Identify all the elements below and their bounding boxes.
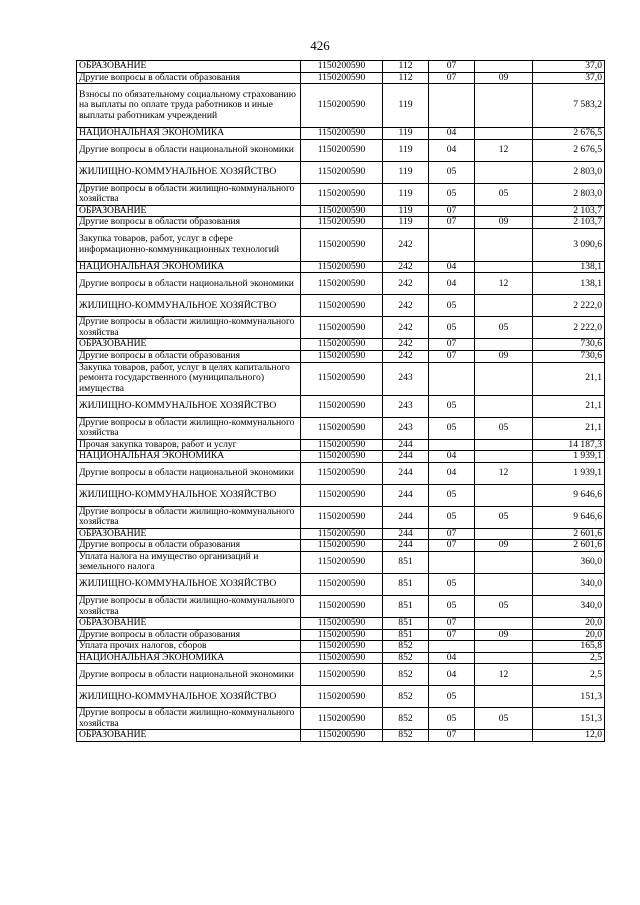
subsection-cell: [475, 362, 533, 395]
expense-type-cell: 244: [383, 451, 429, 463]
table-row: [77, 540, 605, 552]
table-row: [77, 641, 605, 653]
amount-cell: 2 803,0: [533, 161, 605, 183]
amount-cell: 2 601,6: [533, 528, 605, 540]
row-name-cell: ОБРАЗОВАНИЕ: [77, 205, 301, 217]
amount-cell: 9 646,6: [533, 484, 605, 506]
table-row: [77, 484, 605, 506]
section-cell: [429, 551, 475, 573]
section-cell: [429, 641, 475, 653]
target-article-code-cell: 1150200590: [301, 462, 383, 484]
subsection-cell: 12: [475, 664, 533, 686]
amount-cell: 2,5: [533, 664, 605, 686]
target-article-code-cell: 1150200590: [301, 295, 383, 317]
table-row: [77, 439, 605, 451]
subsection-cell: [475, 641, 533, 653]
target-article-code-cell: 1150200590: [301, 506, 383, 528]
subsection-cell: [475, 295, 533, 317]
target-article-code-cell: 1150200590: [301, 339, 383, 351]
table-row: [77, 574, 605, 596]
expense-type-cell: 242: [383, 317, 429, 339]
target-article-code-cell: 1150200590: [301, 228, 383, 261]
section-cell: 07: [429, 730, 475, 742]
table-row: [77, 205, 605, 217]
target-article-code-cell: 1150200590: [301, 629, 383, 641]
target-article-code-cell: 1150200590: [301, 261, 383, 273]
subsection-cell: [475, 395, 533, 417]
budget-table: [76, 60, 605, 742]
amount-cell: 37,0: [533, 72, 605, 84]
amount-cell: 138,1: [533, 273, 605, 295]
subsection-cell: 09: [475, 629, 533, 641]
section-cell: 07: [429, 528, 475, 540]
subsection-cell: [475, 261, 533, 273]
subsection-cell: 05: [475, 506, 533, 528]
expense-type-cell: 244: [383, 439, 429, 451]
section-cell: 04: [429, 261, 475, 273]
expense-type-cell: 852: [383, 652, 429, 664]
target-article-code-cell: 1150200590: [301, 217, 383, 229]
table-row: [77, 261, 605, 273]
expense-type-cell: 244: [383, 528, 429, 540]
section-cell: 05: [429, 295, 475, 317]
section-cell: [429, 228, 475, 261]
row-name-cell: ОБРАЗОВАНИЕ: [77, 730, 301, 742]
section-cell: 07: [429, 618, 475, 630]
target-article-code-cell: 1150200590: [301, 273, 383, 295]
target-article-code-cell: 1150200590: [301, 540, 383, 552]
subsection-cell: [475, 618, 533, 630]
target-article-code-cell: 1150200590: [301, 528, 383, 540]
amount-cell: 165,8: [533, 641, 605, 653]
subsection-cell: [475, 528, 533, 540]
section-cell: 05: [429, 596, 475, 618]
subsection-cell: [475, 451, 533, 463]
subsection-cell: [475, 205, 533, 217]
section-cell: [429, 439, 475, 451]
expense-type-cell: 852: [383, 686, 429, 708]
amount-cell: 2 103,7: [533, 217, 605, 229]
amount-cell: 3 090,6: [533, 228, 605, 261]
row-name-cell: Другие вопросы в области национальной экономики: [77, 139, 301, 161]
table-row: [77, 596, 605, 618]
amount-cell: 340,0: [533, 574, 605, 596]
row-name-cell: Другие вопросы в области национальной экономики: [77, 664, 301, 686]
amount-cell: 1 939,1: [533, 451, 605, 463]
table-row: [77, 506, 605, 528]
amount-cell: 2 676,5: [533, 128, 605, 140]
row-name-cell: НАЦИОНАЛЬНАЯ ЭКОНОМИКА: [77, 261, 301, 273]
subsection-cell: [475, 686, 533, 708]
section-cell: 07: [429, 72, 475, 84]
section-cell: 07: [429, 351, 475, 363]
amount-cell: 20,0: [533, 629, 605, 641]
expense-type-cell: 112: [383, 61, 429, 73]
expense-type-cell: 119: [383, 84, 429, 128]
section-cell: 05: [429, 708, 475, 730]
row-name-cell: Другие вопросы в области жилищно-коммунального хозяйства: [77, 596, 301, 618]
table-row: [77, 708, 605, 730]
expense-type-cell: 244: [383, 462, 429, 484]
section-cell: 04: [429, 462, 475, 484]
target-article-code-cell: 1150200590: [301, 417, 383, 439]
target-article-code-cell: 1150200590: [301, 708, 383, 730]
section-cell: 04: [429, 273, 475, 295]
table-row: [77, 395, 605, 417]
expense-type-cell: 119: [383, 161, 429, 183]
amount-cell: 12,0: [533, 730, 605, 742]
table-row: [77, 362, 605, 395]
section-cell: 07: [429, 61, 475, 73]
table-row: [77, 183, 605, 205]
table-row: [77, 652, 605, 664]
amount-cell: 730,6: [533, 351, 605, 363]
subsection-cell: [475, 439, 533, 451]
table-row: [77, 686, 605, 708]
amount-cell: 21,1: [533, 417, 605, 439]
section-cell: 04: [429, 664, 475, 686]
expense-type-cell: 243: [383, 362, 429, 395]
section-cell: [429, 362, 475, 395]
subsection-cell: 09: [475, 72, 533, 84]
target-article-code-cell: 1150200590: [301, 664, 383, 686]
row-name-cell: ЖИЛИЩНО-КОММУНАЛЬНОЕ ХОЗЯЙСТВО: [77, 484, 301, 506]
section-cell: 05: [429, 506, 475, 528]
subsection-cell: 09: [475, 217, 533, 229]
row-name-cell: Другие вопросы в области образования: [77, 72, 301, 84]
subsection-cell: 05: [475, 317, 533, 339]
target-article-code-cell: 1150200590: [301, 574, 383, 596]
amount-cell: 2 803,0: [533, 183, 605, 205]
expense-type-cell: 242: [383, 273, 429, 295]
table-row: [77, 451, 605, 463]
budget-table-body: [77, 61, 605, 742]
target-article-code-cell: 1150200590: [301, 183, 383, 205]
table-row: [77, 139, 605, 161]
subsection-cell: 05: [475, 417, 533, 439]
row-name-cell: Другие вопросы в области жилищно-коммунального хозяйства: [77, 506, 301, 528]
section-cell: 04: [429, 128, 475, 140]
row-name-cell: НАЦИОНАЛЬНАЯ ЭКОНОМИКА: [77, 128, 301, 140]
expense-type-cell: 851: [383, 551, 429, 573]
row-name-cell: ЖИЛИЩНО-КОММУНАЛЬНОЕ ХОЗЯЙСТВО: [77, 574, 301, 596]
expense-type-cell: 119: [383, 128, 429, 140]
table-row: [77, 317, 605, 339]
row-name-cell: Другие вопросы в области жилищно-коммунального хозяйства: [77, 317, 301, 339]
table-row: [77, 217, 605, 229]
target-article-code-cell: 1150200590: [301, 596, 383, 618]
amount-cell: 2 676,5: [533, 139, 605, 161]
expense-type-cell: 852: [383, 708, 429, 730]
subsection-cell: [475, 574, 533, 596]
row-name-cell: ОБРАЗОВАНИЕ: [77, 528, 301, 540]
expense-type-cell: 119: [383, 205, 429, 217]
subsection-cell: 12: [475, 139, 533, 161]
table-row: [77, 351, 605, 363]
subsection-cell: [475, 61, 533, 73]
amount-cell: 138,1: [533, 261, 605, 273]
expense-type-cell: 242: [383, 351, 429, 363]
section-cell: [429, 84, 475, 128]
table-row: [77, 730, 605, 742]
subsection-cell: [475, 339, 533, 351]
section-cell: 05: [429, 484, 475, 506]
subsection-cell: [475, 161, 533, 183]
target-article-code-cell: 1150200590: [301, 641, 383, 653]
target-article-code-cell: 1150200590: [301, 618, 383, 630]
row-name-cell: Взносы по обязательному социальному страхованию на выплаты по оплате труда работников и иные выплаты работникам учреждений: [77, 84, 301, 128]
table-row: [77, 228, 605, 261]
expense-type-cell: 852: [383, 664, 429, 686]
row-name-cell: Другие вопросы в области национальной экономики: [77, 462, 301, 484]
row-name-cell: НАЦИОНАЛЬНАЯ ЭКОНОМИКА: [77, 451, 301, 463]
row-name-cell: ОБРАЗОВАНИЕ: [77, 618, 301, 630]
row-name-cell: ОБРАЗОВАНИЕ: [77, 339, 301, 351]
amount-cell: 2,5: [533, 652, 605, 664]
table-row: [77, 629, 605, 641]
expense-type-cell: 243: [383, 417, 429, 439]
expense-type-cell: 851: [383, 596, 429, 618]
expense-type-cell: 851: [383, 574, 429, 596]
amount-cell: 151,3: [533, 708, 605, 730]
table-row: [77, 528, 605, 540]
table-row: [77, 462, 605, 484]
table-row: [77, 417, 605, 439]
subsection-cell: 09: [475, 540, 533, 552]
expense-type-cell: 119: [383, 183, 429, 205]
amount-cell: 340,0: [533, 596, 605, 618]
row-name-cell: Другие вопросы в области образования: [77, 351, 301, 363]
table-row: [77, 84, 605, 128]
row-name-cell: Другие вопросы в области образования: [77, 540, 301, 552]
subsection-cell: [475, 128, 533, 140]
subsection-cell: [475, 484, 533, 506]
subsection-cell: [475, 84, 533, 128]
target-article-code-cell: 1150200590: [301, 72, 383, 84]
amount-cell: 730,6: [533, 339, 605, 351]
expense-type-cell: 852: [383, 730, 429, 742]
row-name-cell: ЖИЛИЩНО-КОММУНАЛЬНОЕ ХОЗЯЙСТВО: [77, 686, 301, 708]
amount-cell: 2 103,7: [533, 205, 605, 217]
amount-cell: 9 646,6: [533, 506, 605, 528]
expense-type-cell: 242: [383, 339, 429, 351]
subsection-cell: [475, 652, 533, 664]
row-name-cell: Другие вопросы в области жилищно-коммунального хозяйства: [77, 183, 301, 205]
row-name-cell: Другие вопросы в области образования: [77, 629, 301, 641]
row-name-cell: Другие вопросы в области национальной экономики: [77, 273, 301, 295]
row-name-cell: Закупка товаров, работ, услуг в целях капитального ремонта государственного (муниципального) имущества: [77, 362, 301, 395]
table-row: [77, 664, 605, 686]
table-row: [77, 161, 605, 183]
row-name-cell: Закупка товаров, работ, услуг в сфере информационно-коммуникационных технологий: [77, 228, 301, 261]
target-article-code-cell: 1150200590: [301, 161, 383, 183]
section-cell: 07: [429, 540, 475, 552]
target-article-code-cell: 1150200590: [301, 730, 383, 742]
subsection-cell: 05: [475, 596, 533, 618]
amount-cell: 2 601,6: [533, 540, 605, 552]
target-article-code-cell: 1150200590: [301, 61, 383, 73]
section-cell: 07: [429, 205, 475, 217]
expense-type-cell: 242: [383, 295, 429, 317]
amount-cell: 14 187,3: [533, 439, 605, 451]
subsection-cell: [475, 730, 533, 742]
amount-cell: 37,0: [533, 61, 605, 73]
target-article-code-cell: 1150200590: [301, 652, 383, 664]
subsection-cell: [475, 228, 533, 261]
subsection-cell: 12: [475, 273, 533, 295]
subsection-cell: 09: [475, 351, 533, 363]
target-article-code-cell: 1150200590: [301, 686, 383, 708]
section-cell: 05: [429, 395, 475, 417]
section-cell: 05: [429, 317, 475, 339]
expense-type-cell: 119: [383, 217, 429, 229]
target-article-code-cell: 1150200590: [301, 139, 383, 161]
section-cell: 05: [429, 417, 475, 439]
table-row: [77, 128, 605, 140]
target-article-code-cell: 1150200590: [301, 128, 383, 140]
target-article-code-cell: 1150200590: [301, 395, 383, 417]
table-row: [77, 61, 605, 73]
amount-cell: 151,3: [533, 686, 605, 708]
amount-cell: 7 583,2: [533, 84, 605, 128]
row-name-cell: Уплата налога на имущество организаций и земельного налога: [77, 551, 301, 573]
section-cell: 04: [429, 652, 475, 664]
target-article-code-cell: 1150200590: [301, 351, 383, 363]
row-name-cell: ЖИЛИЩНО-КОММУНАЛЬНОЕ ХОЗЯЙСТВО: [77, 395, 301, 417]
table-row: [77, 618, 605, 630]
target-article-code-cell: 1150200590: [301, 362, 383, 395]
row-name-cell: Другие вопросы в области жилищно-коммунального хозяйства: [77, 417, 301, 439]
subsection-cell: 12: [475, 462, 533, 484]
expense-type-cell: 244: [383, 484, 429, 506]
section-cell: 04: [429, 139, 475, 161]
target-article-code-cell: 1150200590: [301, 451, 383, 463]
row-name-cell: НАЦИОНАЛЬНАЯ ЭКОНОМИКА: [77, 652, 301, 664]
table-row: [77, 72, 605, 84]
expense-type-cell: 244: [383, 506, 429, 528]
target-article-code-cell: 1150200590: [301, 439, 383, 451]
row-name-cell: ЖИЛИЩНО-КОММУНАЛЬНОЕ ХОЗЯЙСТВО: [77, 295, 301, 317]
amount-cell: 360,0: [533, 551, 605, 573]
amount-cell: 2 222,0: [533, 295, 605, 317]
table-row: [77, 295, 605, 317]
target-article-code-cell: 1150200590: [301, 84, 383, 128]
table-row: [77, 551, 605, 573]
expense-type-cell: 244: [383, 540, 429, 552]
expense-type-cell: 112: [383, 72, 429, 84]
amount-cell: 21,1: [533, 362, 605, 395]
table-row: [77, 339, 605, 351]
expense-type-cell: 851: [383, 629, 429, 641]
subsection-cell: 05: [475, 708, 533, 730]
amount-cell: 20,0: [533, 618, 605, 630]
target-article-code-cell: 1150200590: [301, 484, 383, 506]
section-cell: 05: [429, 161, 475, 183]
row-name-cell: ЖИЛИЩНО-КОММУНАЛЬНОЕ ХОЗЯЙСТВО: [77, 161, 301, 183]
row-name-cell: ОБРАЗОВАНИЕ: [77, 61, 301, 73]
subsection-cell: 05: [475, 183, 533, 205]
section-cell: 07: [429, 339, 475, 351]
row-name-cell: Другие вопросы в области жилищно-коммунального хозяйства: [77, 708, 301, 730]
expense-type-cell: 242: [383, 228, 429, 261]
section-cell: 05: [429, 686, 475, 708]
row-name-cell: Другие вопросы в области образования: [77, 217, 301, 229]
row-name-cell: Уплата прочих налогов, сборов: [77, 641, 301, 653]
expense-type-cell: 851: [383, 618, 429, 630]
row-name-cell: Прочая закупка товаров, работ и услуг: [77, 439, 301, 451]
amount-cell: 2 222,0: [533, 317, 605, 339]
table-row: [77, 273, 605, 295]
expense-type-cell: 852: [383, 641, 429, 653]
section-cell: 04: [429, 451, 475, 463]
target-article-code-cell: 1150200590: [301, 205, 383, 217]
page-number: 426: [310, 38, 330, 53]
amount-cell: 1 939,1: [533, 462, 605, 484]
section-cell: 07: [429, 629, 475, 641]
section-cell: 07: [429, 217, 475, 229]
expense-type-cell: 243: [383, 395, 429, 417]
expense-type-cell: 119: [383, 139, 429, 161]
subsection-cell: [475, 551, 533, 573]
target-article-code-cell: 1150200590: [301, 317, 383, 339]
amount-cell: 21,1: [533, 395, 605, 417]
section-cell: 05: [429, 183, 475, 205]
expense-type-cell: 242: [383, 261, 429, 273]
target-article-code-cell: 1150200590: [301, 551, 383, 573]
section-cell: 05: [429, 574, 475, 596]
